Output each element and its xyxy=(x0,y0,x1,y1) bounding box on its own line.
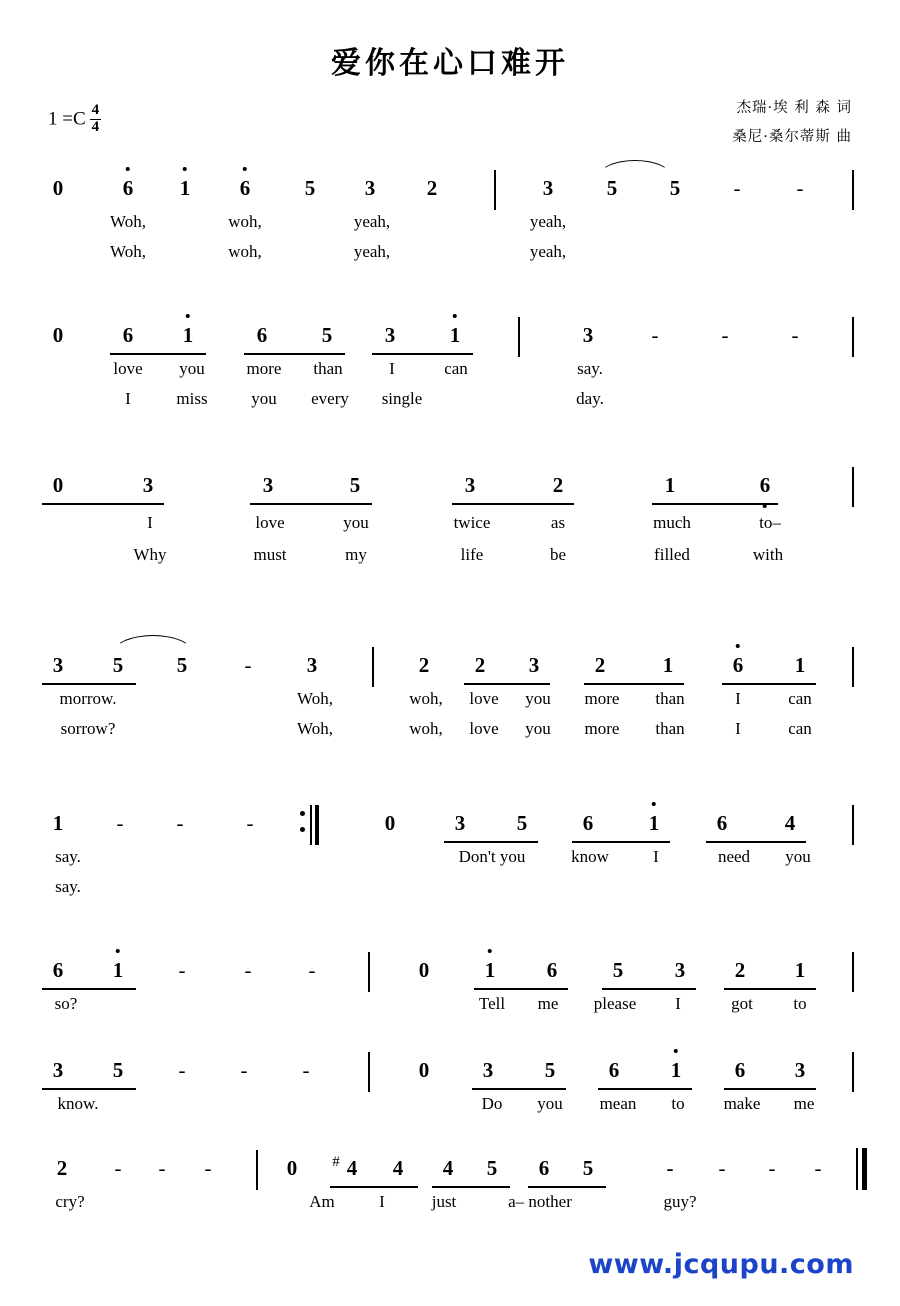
slur xyxy=(598,160,672,177)
barline xyxy=(368,1052,370,1092)
lyric: woh, xyxy=(409,719,443,738)
lyric: Woh, xyxy=(110,242,146,261)
lyric: single xyxy=(381,389,423,408)
beam xyxy=(652,503,778,505)
lyric: more xyxy=(584,689,620,708)
lyric-row-1 xyxy=(0,1094,900,1124)
lyric: miss xyxy=(176,389,208,408)
note: 6 xyxy=(256,323,268,347)
barline xyxy=(494,170,496,210)
lyric: be xyxy=(549,545,567,564)
lyric: you xyxy=(343,513,369,532)
lyric: guy? xyxy=(663,1192,697,1211)
beam xyxy=(472,1088,566,1090)
lyric: love xyxy=(113,359,143,378)
note: 3 xyxy=(142,473,154,497)
lyric: you xyxy=(525,719,551,738)
page-title: 爱你在心口难开 xyxy=(331,46,569,81)
credit-line-2: 桑尼·桑尔蒂斯 曲 xyxy=(732,129,852,145)
watermark: www.jcqupu.com xyxy=(588,1249,854,1280)
lyric: love xyxy=(469,719,499,738)
note: - xyxy=(814,1156,822,1180)
lyric: just xyxy=(431,1192,457,1211)
lyric: filled xyxy=(654,545,690,564)
system-7 xyxy=(0,1050,900,1124)
lyric: to xyxy=(671,1094,685,1113)
note: - xyxy=(204,1156,212,1180)
lyric: can xyxy=(444,359,468,378)
lyric-row-1 xyxy=(0,994,900,1024)
note: 1 xyxy=(179,176,191,200)
lyric: so? xyxy=(54,994,78,1013)
beam xyxy=(706,841,806,843)
note: 6 xyxy=(122,323,134,347)
lyric: with xyxy=(752,545,784,564)
lyric: you xyxy=(537,1094,563,1113)
note: 6 xyxy=(239,176,251,200)
sharp-accidental: # xyxy=(332,1154,340,1170)
note: 1 xyxy=(112,958,124,982)
lyric: much xyxy=(653,513,691,532)
note: 5 xyxy=(112,653,124,677)
note: - xyxy=(651,323,659,347)
lyric: more xyxy=(246,359,282,378)
lyric: Woh, xyxy=(110,212,146,231)
beam xyxy=(584,683,684,685)
note: 5 xyxy=(669,176,681,200)
beam xyxy=(598,1088,692,1090)
lyric: I xyxy=(735,719,741,738)
note-row xyxy=(0,315,900,359)
lyric: Tell xyxy=(478,994,506,1013)
lyric: got xyxy=(731,994,753,1013)
lyric: day. xyxy=(576,389,604,408)
note: 3 xyxy=(384,323,396,347)
note-row xyxy=(0,465,900,509)
note: 4 xyxy=(346,1156,358,1180)
lyric: sorrow? xyxy=(60,719,116,738)
lyric: you xyxy=(525,689,551,708)
note-row xyxy=(0,950,900,994)
lyric: yeah, xyxy=(529,242,567,261)
barline xyxy=(256,1150,258,1190)
note: - xyxy=(178,958,186,982)
beam xyxy=(602,988,696,990)
beam xyxy=(42,988,136,990)
lyric: woh, xyxy=(228,242,262,261)
note: 2 xyxy=(552,473,564,497)
note: - xyxy=(178,1058,186,1082)
time-signature: $\frac{4}{4}$ xyxy=(91,102,100,135)
beam xyxy=(432,1186,510,1188)
note: 5 xyxy=(516,811,528,835)
slur xyxy=(112,635,194,654)
barline xyxy=(852,170,854,210)
beam xyxy=(528,1186,606,1188)
note: 6 xyxy=(759,473,771,497)
note: - xyxy=(244,958,252,982)
note: 0 xyxy=(52,176,64,200)
lyric: my xyxy=(345,545,367,564)
note: - xyxy=(718,1156,726,1180)
barline xyxy=(852,805,854,845)
lyric-row-2 xyxy=(0,719,900,749)
note-row xyxy=(0,645,900,689)
note: 3 xyxy=(674,958,686,982)
note: 3 xyxy=(454,811,466,835)
lyric: know. xyxy=(57,1094,99,1113)
lyric: say. xyxy=(55,877,81,896)
key-signature-label: 1 =C xyxy=(48,108,86,130)
beam xyxy=(724,988,816,990)
lyric-row-2 xyxy=(0,389,900,419)
system-4 xyxy=(0,645,900,749)
note: 5 xyxy=(544,1058,556,1082)
system-2 xyxy=(0,315,900,419)
lyric: to xyxy=(793,994,807,1013)
lyric: say. xyxy=(55,847,81,866)
barline xyxy=(852,952,854,992)
system-1 xyxy=(0,168,900,272)
lyric: mean xyxy=(599,1094,637,1113)
beam xyxy=(372,353,473,355)
beam xyxy=(444,841,538,843)
beam xyxy=(250,503,372,505)
note: 0 xyxy=(286,1156,298,1180)
note-row xyxy=(0,803,900,847)
note: 5 xyxy=(176,653,188,677)
repeat-dots xyxy=(300,811,305,843)
beam xyxy=(42,503,164,505)
lyric-row-2 xyxy=(0,242,900,272)
note-row xyxy=(0,1050,900,1094)
note: 3 xyxy=(794,1058,806,1082)
lyric: life xyxy=(460,545,484,564)
lyric: must xyxy=(253,545,287,564)
lyric: a– nother xyxy=(508,1192,572,1211)
beam xyxy=(110,353,206,355)
note: 4 xyxy=(784,811,796,835)
note: - xyxy=(733,176,741,200)
note: 1 xyxy=(662,653,674,677)
note: 6 xyxy=(716,811,728,835)
note: 2 xyxy=(474,653,486,677)
lyric: yeah, xyxy=(353,212,391,231)
lyric: woh, xyxy=(409,689,443,708)
lyric: love xyxy=(469,689,499,708)
note: 1 xyxy=(794,653,806,677)
lyric: as xyxy=(550,513,566,532)
note: 6 xyxy=(732,653,744,677)
note: 3 xyxy=(52,653,64,677)
barline xyxy=(368,952,370,992)
note: - xyxy=(666,1156,674,1180)
note: 6 xyxy=(52,958,64,982)
beam xyxy=(724,1088,816,1090)
beam xyxy=(464,683,550,685)
lyric: you xyxy=(785,847,811,866)
lyric: can xyxy=(788,689,812,708)
note: 3 xyxy=(542,176,554,200)
beam xyxy=(330,1186,418,1188)
lyric: woh, xyxy=(228,212,262,231)
note: - xyxy=(158,1156,166,1180)
note: 6 xyxy=(734,1058,746,1082)
lyric: than xyxy=(655,689,685,708)
beam xyxy=(572,841,670,843)
note: - xyxy=(791,323,799,347)
beam xyxy=(42,1088,136,1090)
note: 4 xyxy=(392,1156,404,1180)
system-5 xyxy=(0,803,900,907)
lyric: me xyxy=(537,994,559,1013)
lyric-row-2 xyxy=(0,545,900,575)
note: 4 xyxy=(442,1156,454,1180)
note: 3 xyxy=(52,1058,64,1082)
credit-line-1: 杰瑞·埃 利 森 词 xyxy=(736,100,852,116)
note: 1 xyxy=(670,1058,682,1082)
note: 3 xyxy=(482,1058,494,1082)
note: 3 xyxy=(528,653,540,677)
lyric: Do xyxy=(481,1094,503,1113)
note: 6 xyxy=(122,176,134,200)
beam xyxy=(42,683,136,685)
note: 1 xyxy=(648,811,660,835)
lyric: say. xyxy=(577,359,603,378)
lyric: know xyxy=(571,847,609,866)
lyric: I xyxy=(147,513,153,532)
barline xyxy=(852,317,854,357)
note: 1 xyxy=(449,323,461,347)
note: - xyxy=(308,958,316,982)
note: - xyxy=(302,1058,310,1082)
note-row xyxy=(0,168,900,212)
barline xyxy=(372,647,374,687)
lyric-row-1 xyxy=(0,1192,900,1222)
beam xyxy=(722,683,816,685)
note: - xyxy=(116,811,124,835)
note: 2 xyxy=(426,176,438,200)
note-row xyxy=(0,1148,900,1192)
note: 2 xyxy=(734,958,746,982)
lyric: love xyxy=(255,513,285,532)
lyric: cry? xyxy=(55,1192,85,1211)
note: 2 xyxy=(56,1156,68,1180)
lyric: I xyxy=(379,1192,385,1211)
system-6 xyxy=(0,950,900,1024)
note: 3 xyxy=(306,653,318,677)
note: - xyxy=(176,811,184,835)
note: 6 xyxy=(546,958,558,982)
lyric-row-1 xyxy=(0,847,900,877)
lyric: twice xyxy=(453,513,491,532)
note: 5 xyxy=(321,323,333,347)
note: 5 xyxy=(349,473,361,497)
note: 5 xyxy=(582,1156,594,1180)
note: - xyxy=(796,176,804,200)
note: - xyxy=(240,1058,248,1082)
lyric: more xyxy=(584,719,620,738)
note: 5 xyxy=(612,958,624,982)
lyric: Am xyxy=(309,1192,335,1211)
note: 1 xyxy=(52,811,64,835)
lyric: I xyxy=(735,689,741,708)
lyric: make xyxy=(723,1094,761,1113)
lyric: yeah, xyxy=(353,242,391,261)
note: 0 xyxy=(52,473,64,497)
beam xyxy=(452,503,574,505)
note: 3 xyxy=(464,473,476,497)
lyric: I xyxy=(653,847,659,866)
barline xyxy=(852,467,854,507)
lyric: I xyxy=(389,359,395,378)
lyric: Don't you xyxy=(458,847,526,866)
note: 1 xyxy=(664,473,676,497)
note: - xyxy=(244,653,252,677)
lyric-row-1 xyxy=(0,212,900,242)
note: 3 xyxy=(582,323,594,347)
lyric-row-1 xyxy=(0,509,900,545)
repeat-sign xyxy=(300,805,322,845)
credits xyxy=(732,94,852,152)
note: - xyxy=(114,1156,122,1180)
note: 0 xyxy=(52,323,64,347)
lyric: Woh, xyxy=(297,689,333,708)
barline xyxy=(518,317,520,357)
note: 1 xyxy=(794,958,806,982)
lyric: you xyxy=(251,389,277,408)
note: 5 xyxy=(606,176,618,200)
note: 3 xyxy=(262,473,274,497)
lyric: please xyxy=(593,994,637,1013)
system-8 xyxy=(0,1148,900,1222)
lyric: I xyxy=(125,389,131,408)
lyric: you xyxy=(179,359,205,378)
lyric: than xyxy=(313,359,343,378)
note: 2 xyxy=(594,653,606,677)
system-3 xyxy=(0,465,900,575)
lyric: than xyxy=(655,719,685,738)
note: 6 xyxy=(608,1058,620,1082)
lyric: every xyxy=(311,389,349,408)
lyric: I xyxy=(675,994,681,1013)
note: 5 xyxy=(486,1156,498,1180)
barline xyxy=(852,647,854,687)
beam xyxy=(474,988,568,990)
lyric-row-1 xyxy=(0,689,900,719)
note: 6 xyxy=(582,811,594,835)
barline xyxy=(852,1052,854,1092)
lyric: need xyxy=(717,847,751,866)
note: 5 xyxy=(304,176,316,200)
lyric-row-2 xyxy=(0,877,900,907)
lyric: Why xyxy=(133,545,167,564)
note: - xyxy=(768,1156,776,1180)
lyric: me xyxy=(793,1094,815,1113)
note: 6 xyxy=(538,1156,550,1180)
note: 0 xyxy=(384,811,396,835)
lyric: Woh, xyxy=(297,719,333,738)
note: 0 xyxy=(418,958,430,982)
lyric-row-1 xyxy=(0,359,900,389)
beam xyxy=(244,353,345,355)
note: 2 xyxy=(418,653,430,677)
key-signature xyxy=(48,104,101,137)
note: 5 xyxy=(112,1058,124,1082)
note: - xyxy=(246,811,254,835)
note: 1 xyxy=(182,323,194,347)
lyric: morrow. xyxy=(59,689,117,708)
lyric: yeah, xyxy=(529,212,567,231)
note: 3 xyxy=(364,176,376,200)
note: 0 xyxy=(418,1058,430,1082)
note: - xyxy=(721,323,729,347)
note: 1 xyxy=(484,958,496,982)
lyric: can xyxy=(788,719,812,738)
lyric: to– xyxy=(759,513,781,532)
